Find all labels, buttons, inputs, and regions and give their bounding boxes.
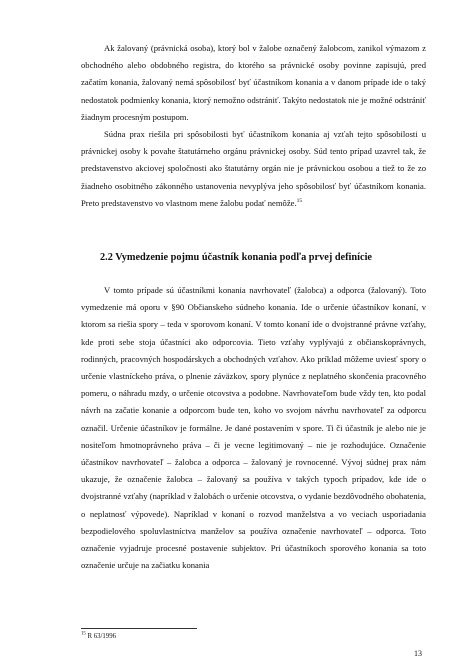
footnote-number: 15 (81, 631, 86, 637)
paragraph-defunct-defendant: Ak žalovaný (právnická osoba), ktorý bol v žalobe označený žalobcom, zanikol výmazom z obchodného alebo obdobného registra, do ktorého sa právnické osoby povinne zapisujú, pred začatím konania, žalovaný nemá spôsobilosť byť účastníkom konania a v danom prípade ide o taký nedostatok podmienky konania, ktorý nemožno odstrániť. Takýto nedostatok nie je možné odstrániť žiadnym procesným postupom. (81, 43, 426, 122)
footnote-text: R 63/1996 (85, 633, 117, 640)
footnote-reference: 15 (296, 197, 303, 204)
paragraph-contentious-proceedings: V tomto prípade sú účastníkmi konania navrhovateľ (žalobca) a odporca (žalovaný). Toto vymedzenie má oporu v §90 Občianskeho súdneho konania. Ide o určenie účastníkov konaní, v ktorom sa riešia spory – teda v sporovom konaní. V tomto konaní ide o dvojstranné právne vzťahy, kde proti sebe stoja účastníci ako odporcovia. Tieto vzťahy vyplývajú z občianskoprávnych, rodinných, pracovných hospodárskych a obchodných vzťahov. Ako príklad môžeme uviesť spory o určenie vlastníckeho práva, o plnenie záväzkov, spory plynúce z neplatného skončenia pracovného pomeru, o náhradu mzdy, o určenie otcovstva a podobne. Navrhovateľom bude vždy ten, kto podal návrh na začatie konanie a odporcom bude ten, koho vo svojom návrhu navrhovateľ za odporcu označil. Určenie účastníkov je formálne. Je dané postavením v spore. Ti či účastník je alebo nie je nositeľom hmotnoprávneho práva – či je vecne legitimovaný – nie je rozhodujúce. Označenie účastníkov navrhovateľ – žalobca a odporca – žalovaný je rovnocenné. Vývoj súdnej prax nám ukazuje, že označenie žalobca – žalovaný sa používa v takých typoch prípadov, kde ide o dvojstranné vzťahy (napríklad v žalobách o určenie otcovstva, o vydanie bezdôvodného obohatenia, o neplatnosť výpovede). Napríklad v konaní o rozvod manželstva a vo veciach usporiadania bezpodielového spoluvlastníctva manželov sa používa označenie navrhovateľ – odporca. Toto označenie vyjadruje procesné postavenie subjektov. Pri účastníkoch sporového konania sa toto označenie určuje na začiatku konania (81, 285, 426, 571)
section-heading: 2.2 Vymedzenie pojmu účastník konania podľa prvej definície (100, 252, 373, 263)
page-number: 13 (414, 649, 422, 658)
paragraph-board-text: Súdna prax riešila pri spôsobilosti byť účastníkom konania aj vzťah tejto spôsobilosti u právnickej osoby k povahe štatutárneho orgánu právnickej osoby. Súd tento prípad uzavrel tak, že predstavenstvo akciovej spoločnosti ako štatutárny orgán nie je právnickou osobou a tiež to že zo žiadneho osobitného zákonného ustanovenia nevyplýva jeho spôsobilosť byť účastníkom konania. Preto predstavenstvo vo vlastnom mene žalobu podať nemôže. (81, 129, 426, 208)
footnote (81, 632, 116, 641)
paragraph-board-of-directors (81, 126, 426, 212)
footnote-separator (81, 628, 197, 629)
text-block-bottom (81, 282, 426, 574)
text-block-top (81, 40, 426, 212)
